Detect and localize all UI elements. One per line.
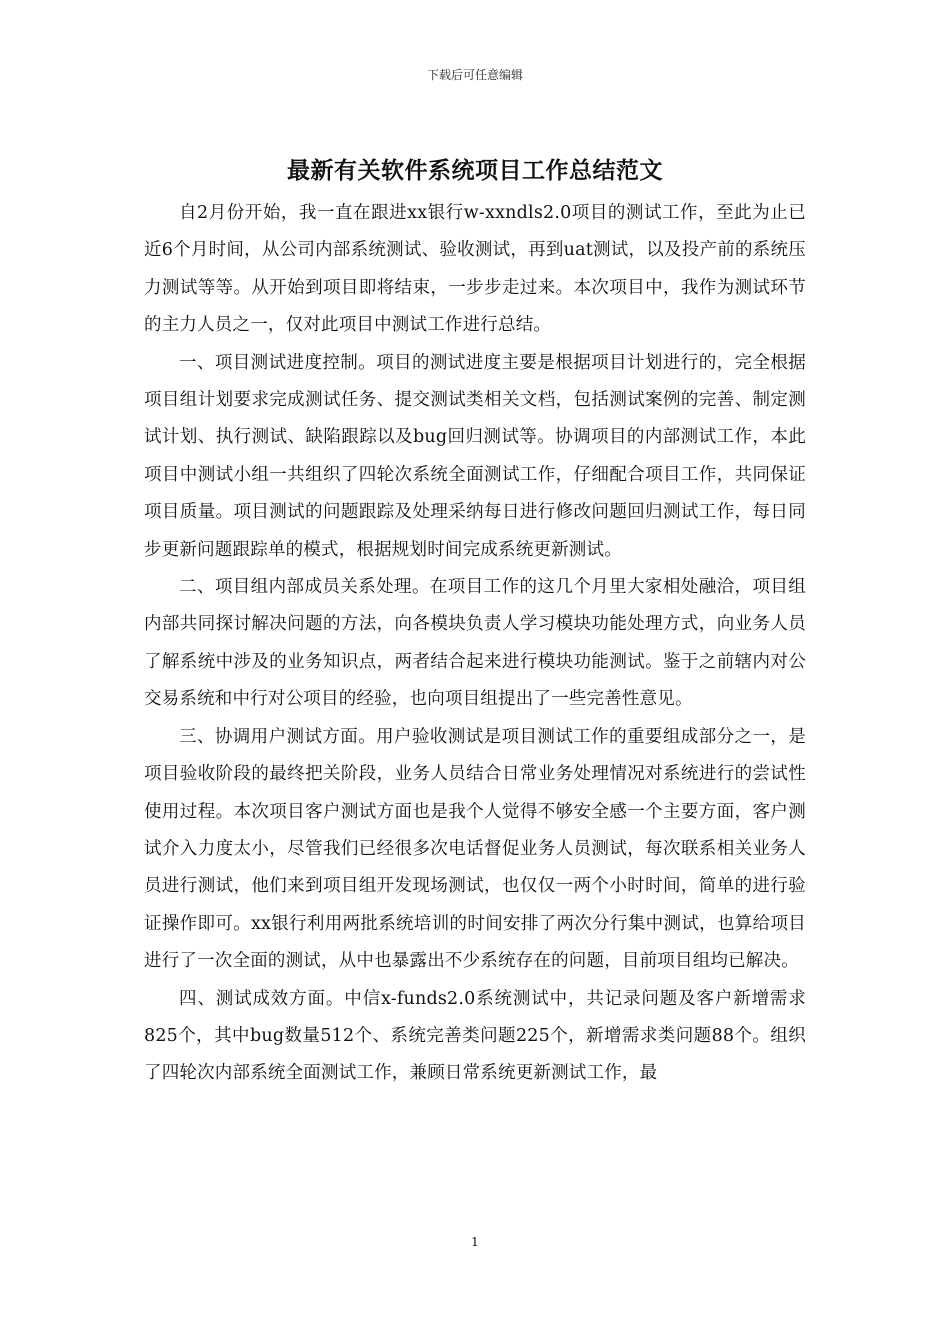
paragraph-intro: 自2月份开始，我一直在跟进xx银行w-xxndls2.0项目的测试工作，至此为止已近6个月时间，从公司内部系统测试、验收测试，再到uat测试，以及投产前的系统压力测试等等。从开始到项目即将结束，一步步走过来。本次项目中，我作为测试环节的主力人员之一，仅对此项目中测试工作进行总结。 <box>144 203 806 336</box>
document-title: 最新有关软件系统项目工作总结范文 <box>287 158 663 184</box>
paragraph-team-relations: 二、项目组内部成员关系处理。在项目工作的这几个月里大家相处融洽，项目组内部共同探讨解决问题的方法，向各模块负责人学习模块功能处理方式，向业务人员了解系统中涉及的业务知识点，两者结合起来进行模块功能测试。鉴于之前辖内对公交易系统和中行对公项目的经验，也向项目组提出了一些完善性意见。 <box>144 577 806 710</box>
paragraph-test-results: 四、测试成效方面。中信x-funds2.0系统测试中，共记录问题及客户新增需求825个，其中bug数量512个、系统完善类问题225个，新增需求类问题88个。组织了四轮次内部系统全面测试工作，兼顾日常系统更新测试工作，最 <box>144 988 806 1084</box>
document-body <box>144 195 806 1093</box>
paragraph-progress-control: 一、项目测试进度控制。项目的测试进度主要是根据项目计划进行的，完全根据项目组计划要求完成测试任务、提交测试类相关文档，包括测试案例的完善、制定测试计划、执行测试、缺陷跟踪以及bug回归测试等。协调项目的内部测试工作，本此项目中测试小组一共组织了四轮次系统全面测试工作，仔细配合项目工作，共同保证项目质量。项目测试的问题跟踪及处理采纳每日进行修改问题回归测试工作，每日同步更新问题跟踪单的模式，根据规划时间完成系统更新测试。 <box>144 352 806 560</box>
header-note: 下载后可任意编辑 <box>426 68 523 82</box>
page-number: 1 <box>471 1235 479 1249</box>
paragraph-user-testing: 三、协调用户测试方面。用户验收测试是项目测试工作的重要组成部分之一，是项目验收阶段的最终把关阶段，业务人员结合日常业务处理情况对系统进行的尝试性使用过程。本次项目客户测试方面也是我个人觉得不够安全感一个主要方面，客户测试介入力度太小，尽管我们已经很多次电话督促业务人员测试，每次联系相关业务人员进行测试，他们来到项目组开发现场测试，也仅仅一两个小时时间，简单的进行验证操作即可。xx银行利用两批系统培训的时间安排了两次分行集中测试，也算给项目进行了一次全面的测试，从中也暴露出不少系统存在的问题，目前项目组均已解决。 <box>144 726 806 972</box>
